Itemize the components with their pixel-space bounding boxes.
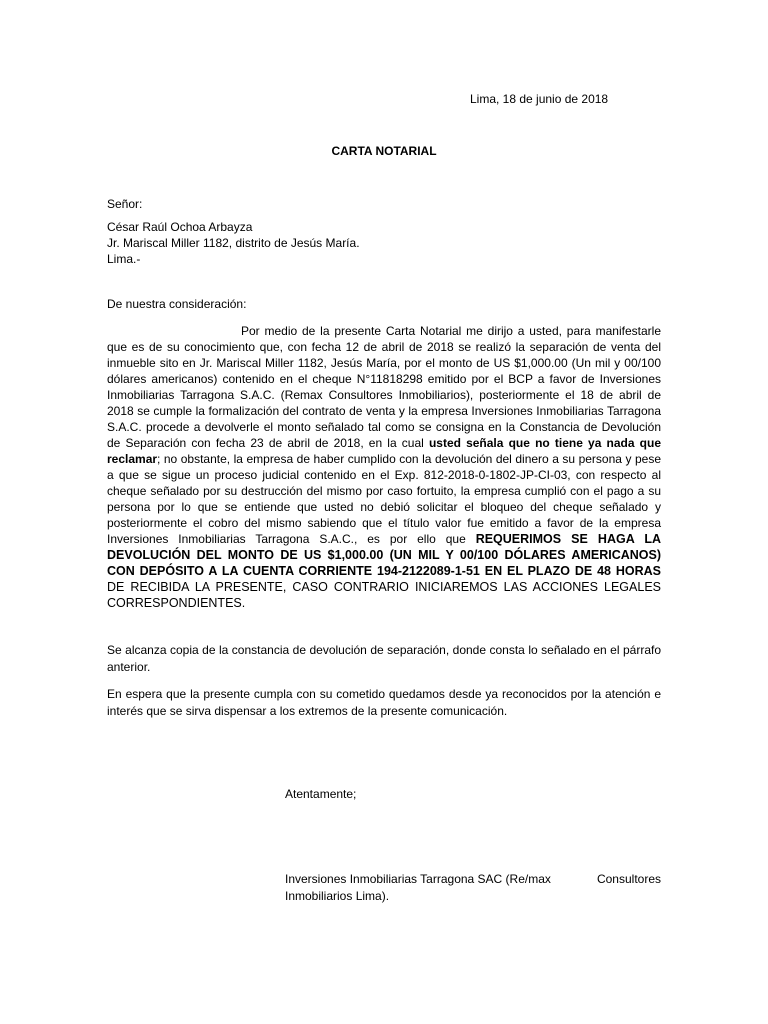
body-paragraph-1 [107, 323, 661, 611]
salutation: Señor: [107, 197, 143, 211]
signature-line-2: Inmobiliarios Lima). [285, 889, 390, 903]
recipient-address: Jr. Mariscal Miller 1182, distrito de Jesús María. [107, 236, 360, 250]
signature-line-1 [285, 871, 661, 888]
signature-company: Inversiones Inmobiliarias Tarragona SAC (Re/max [285, 872, 551, 886]
spacer [107, 212, 661, 219]
body-text: ; no obstante, la empresa de haber cumplido con la devolución del dinero a su persona y pese a que se sigue un proceso judicial contenido en el Exp. 812-2018-0-1802-JP-CI-03, con respecto al cheque señalado por su destrucción del mismo por caso fortuito, la empresa cumplió con el pago a su persona por lo que se entiende que usted no debió solicitar el bloqueo del cheque señalado y posteriormente el cobro del mismo sabiendo que el título valor fue emitido a favor de la empresa Inversiones Inmobiliarias Tarragona S.A.C., es por ello que [107, 452, 661, 546]
body-emphasis: usted señala que no tiene ya nada que reclamar [107, 436, 661, 466]
warning-text: DE RECIBIDA LA PRESENTE, CASO CONTRARIO INICIAREMOS LAS ACCIONES LEGALES CORRESPONDIENTES. [107, 580, 661, 610]
body-text: Por medio de la presente Carta Notarial me dirijo a usted, para manifestarle que es de su conocimiento que, con fecha 12 de abril de 2018 se realizó la separación de venta del inmueble sito en Jr. Mariscal Miller 1182, Jesús María, por el monto de US $1,000.00 (Un mil y 00/100 dólares americanos) contenido en el cheque N°11818298 emitido por el BCP a favor de Inversiones Inmobiliarias Tarragona S.A.C. (Remax Consultores Inmobiliarios), posteriormente el 18 de abril de 2018 se cumple la formalización del contrato de venta y la empresa Inversiones Inmobiliarias Tarragona S.A.C. procede a devolverle el monto señalado tal como se consigna en la Constancia de Devolución de Separación con fecha 23 de abril de 2018, en la cual [107, 324, 661, 450]
body-paragraph-3: En espera que la presente cumpla con su cometido quedamos desde ya reconocidos por la atención e interés que se sirva dispensar a los extremos de la presente comunicación. [107, 687, 661, 718]
letter-title: CARTA NOTARIAL [331, 144, 437, 158]
closing: Atentamente; [285, 787, 357, 801]
signature-block [285, 871, 661, 905]
greeting: De nuestra consideración: [107, 297, 247, 311]
demand-text: REQUERIMOS SE HAGA LA DEVOLUCIÓN DEL MONTO DE US $1,000.00 (UN MIL Y 00/100 DÓLARES AMERICANOS) CON DEPÓSITO A LA CUENTA CORRIENTE 194-2122089-1-51 EN EL PLAZO DE 48 HORAS [107, 532, 661, 578]
recipient-name: César Raúl Ochoa Arbayza [107, 220, 253, 234]
recipient-block [107, 196, 661, 267]
letter-date: Lima, 18 de junio de 2018 [470, 92, 609, 106]
recipient-city: Lima.- [107, 252, 141, 266]
signature-company-cont: Consultores [596, 872, 661, 886]
body-paragraph-2: Se alcanza copia de la constancia de devolución de separación, donde consta lo señalado en el párrafo anterior. [107, 643, 661, 674]
